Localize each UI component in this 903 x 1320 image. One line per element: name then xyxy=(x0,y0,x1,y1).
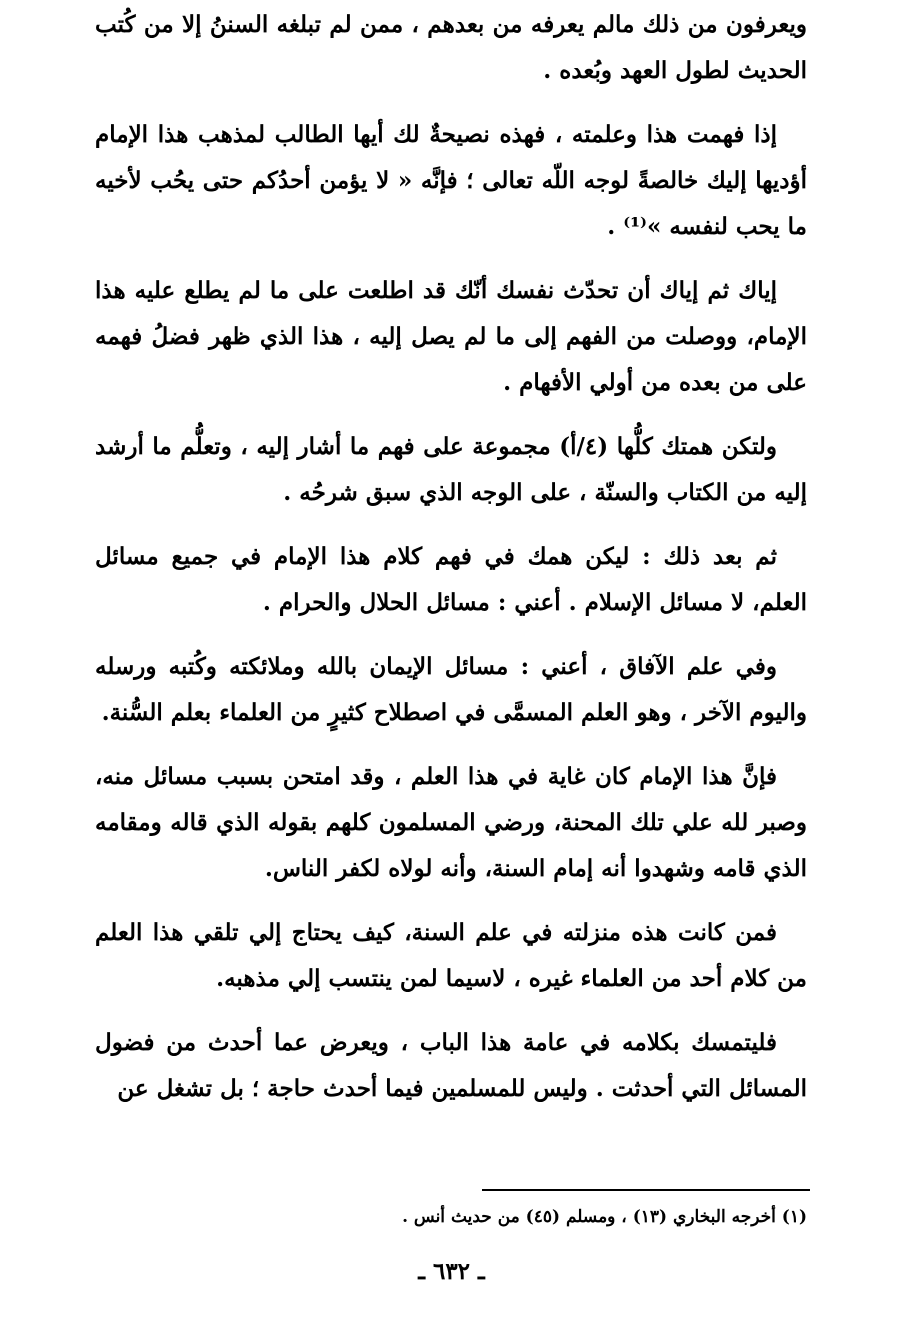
page-number: ـ ٦٣٢ ـ xyxy=(418,1258,485,1285)
paragraph-1: ويعرفون من ذلك مالم يعرفه من بعدهم ، ممن لم تبلغه السننُ إلا من كُتب الحديث لطول العهد وبُعده . xyxy=(95,11,807,84)
paragraph-4: ولتكن همتك كلُّها (٤/أ) مجموعة على فهم ما أشار إليه ، وتعلُّم ما أرشد إليه من الكتاب والسنّة ، على الوجه الذي سبق شرحُه . xyxy=(95,433,807,506)
paragraph-8: فمن كانت هذه منزلته في علم السنة، كيف يحتاج إلي تلقي هذا العلم من كلام أحد من العلماء غيره ، لاسيما لمن ينتسب إلي مذهبه. xyxy=(95,919,807,992)
paragraph-5: ثم بعد ذلك : ليكن همك في فهم كلام هذا الإمام في جميع مسائل العلم، لا مسائل الإسلام . أعني : مسائل الحلال والحرام . xyxy=(95,543,807,616)
paragraph-7: فإنَّ هذا الإمام كان غاية في هذا العلم ، وقد امتحن بسبب مسائل منه، وصبر لله علي تلك المحنة، ورضي المسلمون كلهم بقوله الذي قاله ومقامه الذي قامه وشهدوا أنه إمام السنة، وأنه لولاه لكفر الناس. xyxy=(95,763,807,882)
main-text xyxy=(95,2,807,1130)
footnote-separator xyxy=(482,1189,810,1191)
paragraph-6: وفي علم الآفاق ، أعني : مسائل الإيمان بالله وملائكته وكُتبه ورسله واليوم الآخر ، وهو العلم المسمَّى في اصطلاح كثيرٍ من العلماء بعلم السُّنة. xyxy=(95,653,807,726)
paragraph-2: إذا فهمت هذا وعلمته ، فهذه نصيحةٌ لك أيها الطالب لمذهب هذا الإمام أؤديها إليك خالصةً لوجه اللّه تعالى ؛ فإنَّه « لا يؤمن أحدُكم حتى يحُب لأخيه ما يحب لنفسه »⁽¹⁾ . xyxy=(95,121,807,240)
paragraph-9: فليتمسك بكلامه في عامة هذا الباب ، ويعرض عما أحدث من فضول المسائل التي أحدثت . وليس للمسلمين فيما أحدث حاجة ؛ بل تشغل عن xyxy=(95,1029,807,1102)
paragraph-3: إياك ثم إياك أن تحدّث نفسك أنّك قد اطلعت على ما لم يطلع عليه هذا الإمام، ووصلت من الفهم إلى ما لم يصل إليه ، هذا الذي ظهر فضلُ فهمه على من بعده من أولي الأفهام . xyxy=(95,277,807,396)
footnote: (١) أخرجه البخاري (١٣) ، ومسلم (٤٥) من حديث أنس . xyxy=(402,1207,807,1227)
